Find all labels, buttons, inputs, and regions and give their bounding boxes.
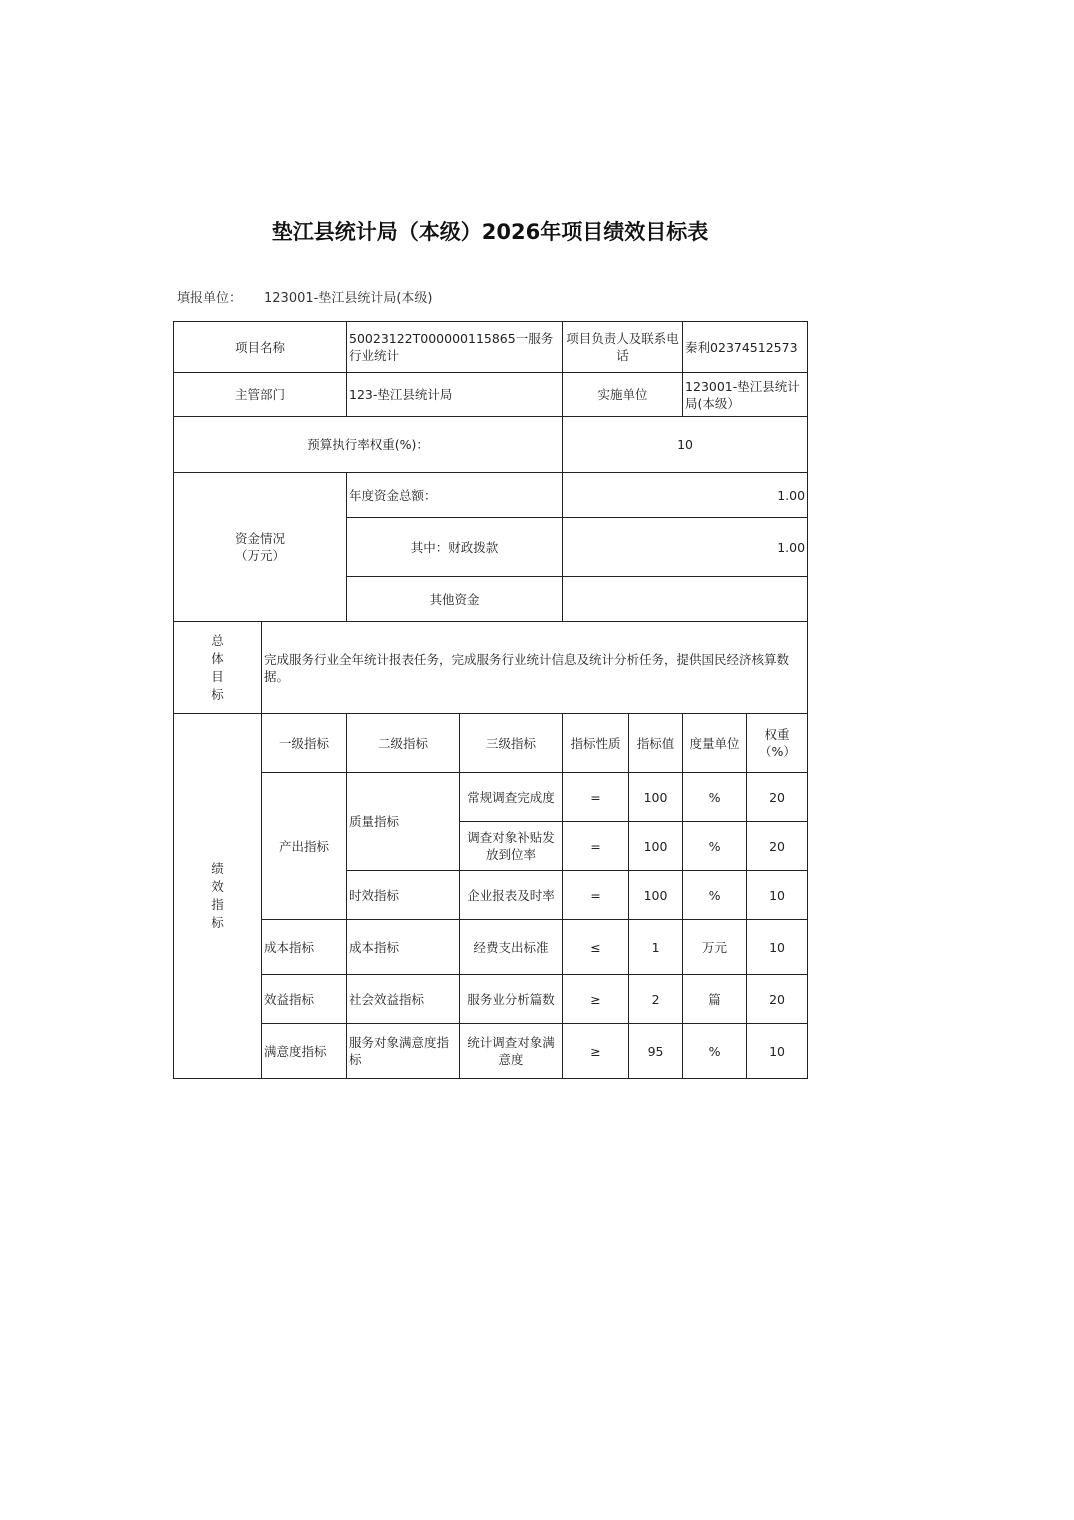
header-weight: 权重（%）: [747, 714, 808, 773]
header-l1: 一级指标: [262, 714, 347, 773]
weight-cell: 20: [747, 975, 808, 1024]
dept-label: 主管部门: [174, 373, 347, 417]
nature-cell: =: [563, 822, 629, 871]
table-row: [174, 975, 808, 1024]
weight-cell: 10: [747, 1024, 808, 1079]
unit-cell: 篇: [683, 975, 747, 1024]
unit-cell: %: [683, 1024, 747, 1079]
goal-label: 总体目标: [174, 622, 262, 714]
header-unit: 度量单位: [683, 714, 747, 773]
value-cell: 1: [629, 920, 683, 975]
value-cell: 100: [629, 773, 683, 822]
nature-cell: ≥: [563, 1024, 629, 1079]
contact-label: 项目负责人及联系电话: [563, 322, 683, 373]
other-funds-value: [563, 577, 808, 622]
header-l3: 三级指标: [460, 714, 563, 773]
budget-weight-label: 预算执行率权重(%)：: [174, 417, 563, 473]
other-funds-label: 其他资金: [347, 577, 563, 622]
value-cell: 95: [629, 1024, 683, 1079]
l2-cell: 社会效益指标: [347, 975, 460, 1024]
l3-cell: 调查对象补贴发放到位率: [460, 822, 563, 871]
l1-cell: 成本指标: [262, 920, 347, 975]
nature-cell: =: [563, 871, 629, 920]
indicators-label: 绩效指标: [174, 714, 262, 1079]
nature-cell: =: [563, 773, 629, 822]
nature-cell: ≤: [563, 920, 629, 975]
l3-cell: 经费支出标准: [460, 920, 563, 975]
reporting-unit-value: 123001-垫江县统计局(本级): [264, 291, 433, 306]
header-value: 指标值: [629, 714, 683, 773]
funds-label: 资金情况（万元）: [174, 473, 347, 622]
budget-weight-value: 10: [563, 417, 808, 473]
performance-table: [173, 321, 808, 1079]
impl-label: 实施单位: [563, 373, 683, 417]
project-name-label: 项目名称: [174, 322, 347, 373]
l1-cell: 效益指标: [262, 975, 347, 1024]
impl-value: 123001-垫江县统计局(本级）: [683, 373, 808, 417]
l2-cell: 时效指标: [347, 871, 460, 920]
header-l2: 二级指标: [347, 714, 460, 773]
l3-cell: 统计调查对象满意度: [460, 1024, 563, 1079]
header-nature: 指标性质: [563, 714, 629, 773]
unit-cell: %: [683, 822, 747, 871]
contact-value: 秦利02374512573: [683, 322, 808, 373]
goal-text: 完成服务行业全年统计报表任务，完成服务行业统计信息及统计分析任务，提供国民经济核算数据。: [262, 622, 808, 714]
table-row: [174, 920, 808, 975]
l1-cell: 产出指标: [262, 773, 347, 920]
reporting-unit-label: 填报单位：: [177, 291, 243, 306]
fiscal-label: 其中：财政拨款: [347, 518, 563, 577]
weight-cell: 20: [747, 773, 808, 822]
value-cell: 100: [629, 822, 683, 871]
value-cell: 100: [629, 871, 683, 920]
weight-cell: 10: [747, 920, 808, 975]
l2-cell: 服务对象满意度指标: [347, 1024, 460, 1079]
unit-cell: 万元: [683, 920, 747, 975]
table-row: [174, 773, 808, 822]
l2-cell: 成本指标: [347, 920, 460, 975]
weight-cell: 10: [747, 871, 808, 920]
fiscal-value: 1.00: [563, 518, 808, 577]
dept-value: 123-垫江县统计局: [347, 373, 563, 417]
l3-cell: 服务业分析篇数: [460, 975, 563, 1024]
page-title: 垫江县统计局（本级）2026年项目绩效目标表: [271, 220, 709, 244]
value-cell: 2: [629, 975, 683, 1024]
reporting-unit: [177, 287, 454, 306]
nature-cell: ≥: [563, 975, 629, 1024]
table-row: [174, 1024, 808, 1079]
l3-cell: 常规调查完成度: [460, 773, 563, 822]
annual-total-label: 年度资金总额：: [347, 473, 563, 518]
project-name-value: 50023122T000000115865一服务行业统计: [347, 322, 563, 373]
unit-cell: %: [683, 871, 747, 920]
unit-cell: %: [683, 773, 747, 822]
l2-cell: 质量指标: [347, 773, 460, 871]
l1-cell: 满意度指标: [262, 1024, 347, 1079]
l3-cell: 企业报表及时率: [460, 871, 563, 920]
annual-total-value: 1.00: [563, 473, 808, 518]
weight-cell: 20: [747, 822, 808, 871]
